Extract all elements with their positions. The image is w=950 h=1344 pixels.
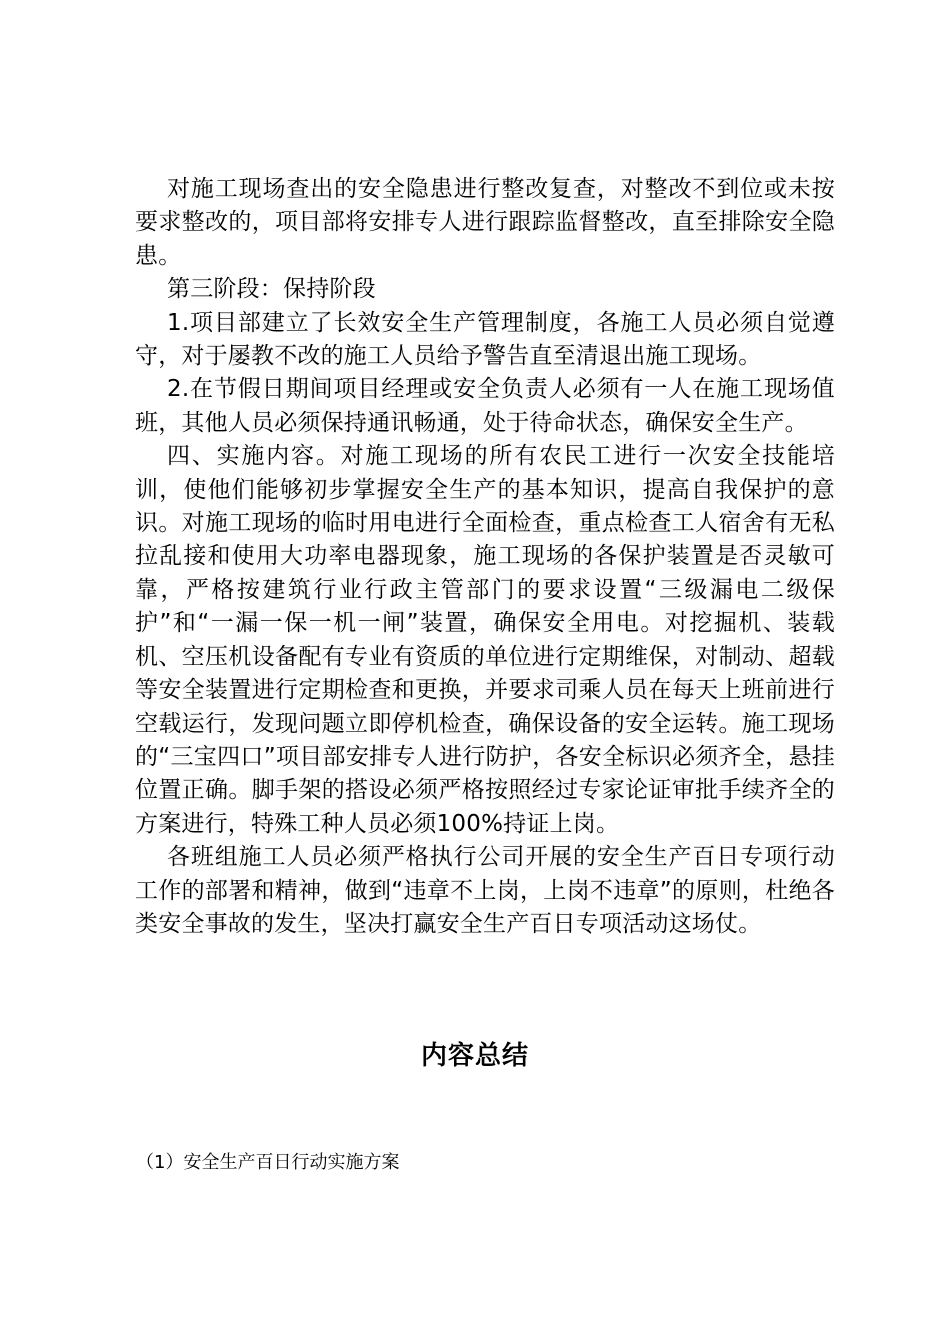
paragraph-item-1: 1.项目部建立了长效安全生产管理制度，各施工人员必须自觉遵守，对于屡教不改的施工人员给予警告直至清退出施工现场。 <box>135 309 835 370</box>
summary-title: 内容总结 <box>420 1041 529 1071</box>
paragraph-implementation-content: 四、实施内容。对施工现场的所有农民工进行一次安全技能培训，使他们能够初步掌握安全生产的基本知识，提高自我保护的意识。对施工现场的临时用电进行全面检查，重点检查工人宿舍有无私拉乱接和使用大功率电器现象，施工现场的各保护装置是否灵敏可靠，严格按建筑行业行政主管部门的要求设置“三级漏电二级保护”和“一漏一保一机一闸”装置，确保安全用电。对挖掘机、装载机、空压机设备配有专业有资质的单位进行定期维保，对制动、超载等安全装置进行定期检查和更换，并要求司乘人员在每天上班前进行空载运行，发现问题立即停机检查，确保设备的安全运转。施工现场的“三宝四口”项目部安排专人进行防护，各安全标识必须齐全，悬挂位置正确。脚手架的搭设必须严格按照经过专家论证审批手续齐全的方案进行，特殊工种人员必须100%持证上岗。 <box>135 443 835 837</box>
paragraph-item-2: 2.在节假日期间项目经理或安全负责人必须有一人在施工现场值班，其他人员必须保持通讯畅通，处于待命状态，确保安全生产。 <box>135 376 835 436</box>
paragraph-rectification-review: 对施工现场查出的安全隐患进行整改复查，对整改不到位或未按要求整改的，项目部将安排专人进行跟踪监督整改，直至排除安全隐患。 <box>135 176 835 269</box>
paragraph-stage-three-heading: 第三阶段：保持阶段 <box>167 276 376 303</box>
summary-item: （1）安全生产百日行动实施方案 <box>136 1152 400 1173</box>
paragraph-team-requirements: 各班组施工人员必须严格执行公司开展的安全生产百日专项行动工作的部署和精神，做到“违章不上岗，上岗不违章”的原则，杜绝各类安全事故的发生，坚决打赢安全生产百日专项活动这场仗。 <box>135 844 835 937</box>
document-body <box>135 173 835 941</box>
